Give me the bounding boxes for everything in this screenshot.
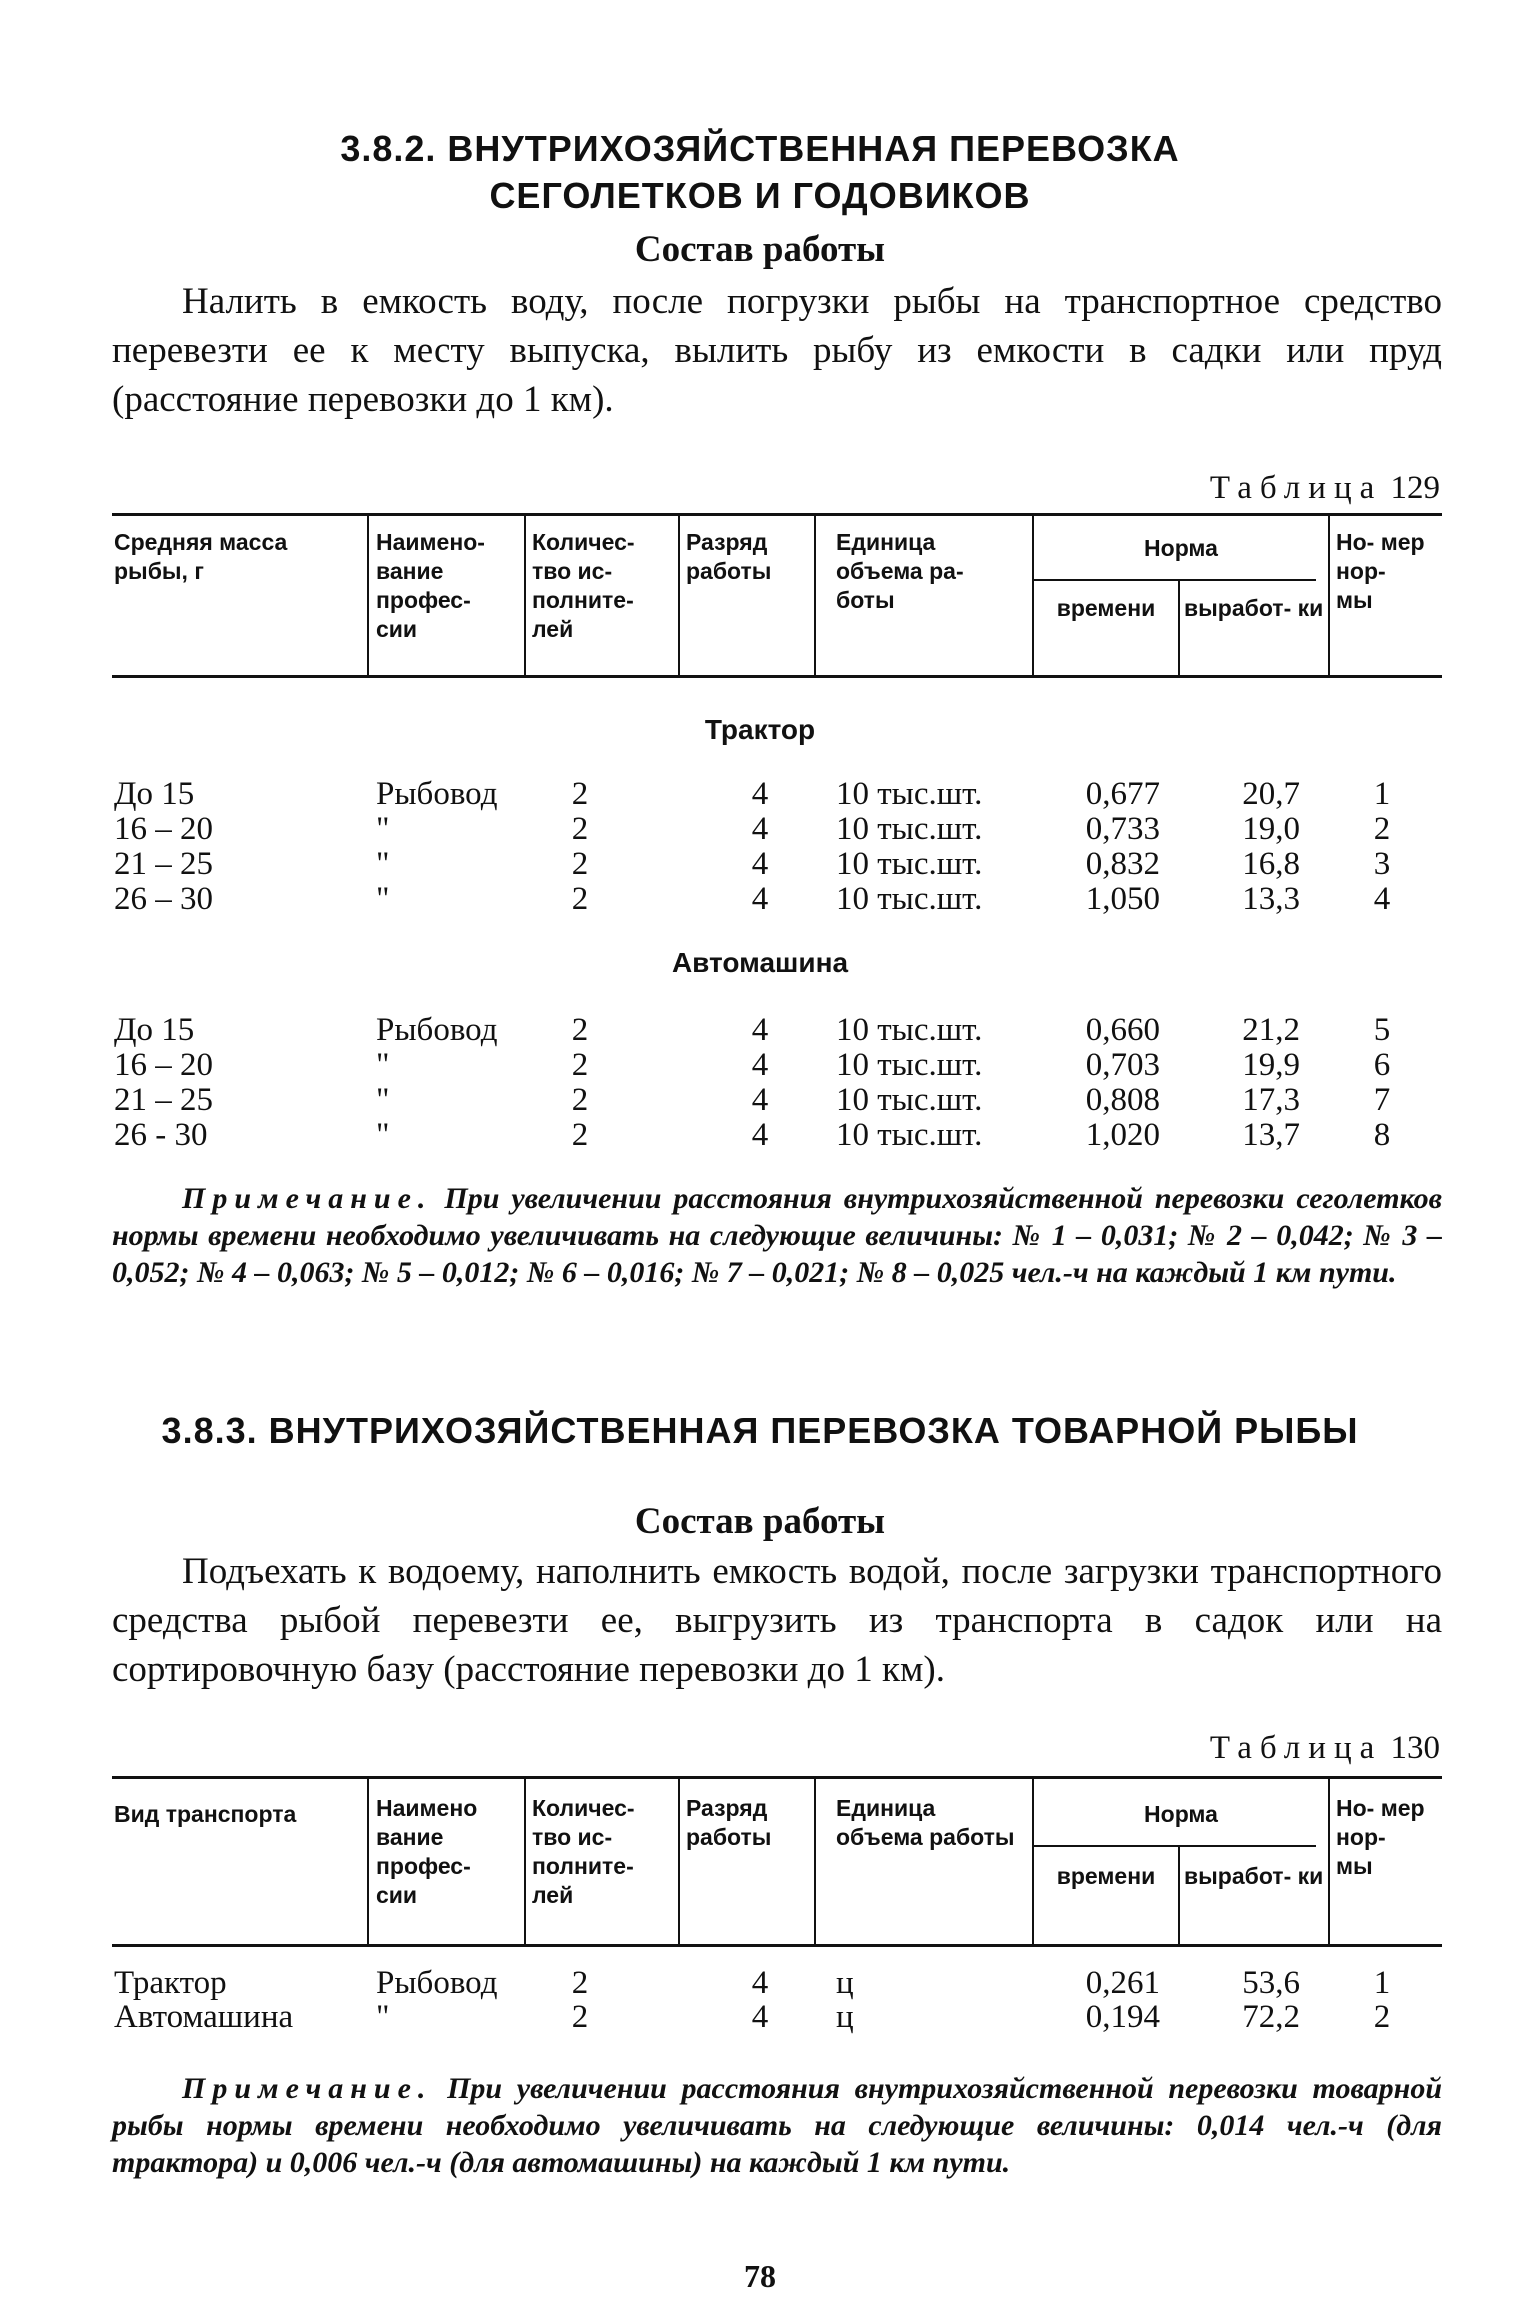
cell-time: 0,703 [1085,1047,1160,1083]
cell-number: 1 [1373,1965,1391,2001]
cell-number: 1 [1373,776,1391,812]
cell-profession: " [376,1999,390,2035]
cell-count: 2 [571,881,589,917]
note-text: При увеличении расстояния внутрихозяйственной перевозки сеголетков нормы времени необходимо увеличивать на следующие величины: № 1 – 0,031; № 2 – 0,042; № 3 – 0,052; № 4 – 0,063; № 5 – 0,012; № 6 – 0,016; № 7 – 0,021; № 8 – 0,025 чел.-ч на каждый 1 км пути. [112,1182,1443,1289]
cell-grade: 4 [751,811,769,847]
cell-unit: 10 тыс.шт. [836,1047,983,1083]
cell-time: 1,050 [1085,881,1160,917]
norm-subrule [1034,1845,1316,1847]
cell-output: 21,2 [1242,1012,1300,1048]
cell-profession: " [376,1082,390,1118]
cell-output: 72,2 [1242,1999,1300,2035]
header-transport: Вид транспорта [114,1801,297,1827]
cell-unit: 10 тыс.шт. [836,1012,983,1048]
cell-number: 8 [1373,1117,1391,1153]
table-caption-word: Таблица [1209,1730,1383,1766]
cell-profession: Рыбовод [376,1965,498,2001]
cell-unit: 10 тыс.шт. [836,811,983,847]
header-output: выработ- ки [1184,1863,1324,1889]
cell-count: 2 [571,1999,589,2035]
cell-unit: ц [836,1999,854,2035]
table-caption-word: Таблица [1209,470,1383,506]
cell-count: 2 [571,1047,589,1083]
cell-grade: 4 [751,1965,769,2001]
col-divider [367,516,369,675]
note-lead: Примечание. [182,1182,433,1215]
col-divider [524,1779,526,1944]
cell-grade: 4 [751,1117,769,1153]
table-caption [1210,470,1440,507]
header-profession: Наимено вание профес- сии [376,1795,478,1908]
cell-time: 0,660 [1085,1012,1160,1048]
cell-grade: 4 [751,1047,769,1083]
table-header-rule [112,675,1442,678]
cell-unit: 10 тыс.шт. [836,1117,983,1153]
cell-number: 2 [1373,811,1391,847]
header-unit: Единица объема ра- боты [836,529,964,613]
header-number: Но- мер нор- мы [1336,529,1425,613]
cell-time: 1,020 [1085,1117,1160,1153]
section-heading-3-8-2-line2: СЕГОЛЕТКОВ И ГОДОВИКОВ [489,175,1031,216]
table-top-rule [112,1776,1442,1779]
page-number: 78 [744,2258,776,2294]
cell-time: 0,733 [1085,811,1160,847]
header-number: Но- мер нор- мы [1336,1795,1425,1879]
table-130-note [112,2070,1442,2181]
cell-grade: 4 [751,846,769,882]
cell-profession: " [376,811,390,847]
cell-unit: ц [836,1965,854,2001]
header-grade: Разряд работы [686,529,772,584]
col-divider [814,1779,816,1944]
group-label-tractor: Трактор [704,714,816,745]
cell-output: 13,7 [1242,1117,1300,1153]
cell-number: 6 [1373,1047,1391,1083]
col-divider [1328,516,1330,675]
cell-output: 20,7 [1242,776,1300,812]
cell-number: 5 [1373,1012,1391,1048]
header-time: времени [1056,595,1156,621]
cell-mass: 21 – 25 [114,1082,213,1118]
cell-mass: 16 – 20 [114,1047,213,1083]
header-mass: Средняя масса рыбы, г [114,529,288,584]
cell-profession: Рыбовод [376,776,498,812]
col-divider [814,516,816,675]
cell-output: 19,9 [1242,1047,1300,1083]
cell-count: 2 [571,776,589,812]
col-divider [1178,1847,1180,1944]
col-divider [1328,1779,1330,1944]
cell-unit: 10 тыс.шт. [836,1082,983,1118]
section-paragraph: Подъехать к водоему, наполнить емкость водой, после загрузки транспортного средства рыбой перевезти ее, выгрузить из транспорта в садок или на сортировочную базу (расстояние перевозки до 1 км). [112,1551,1442,1690]
note-lead: Примечание. [182,2072,433,2105]
cell-count: 2 [571,1012,589,1048]
header-output: выработ- ки [1184,595,1324,621]
cell-output: 17,3 [1242,1082,1300,1118]
cell-grade: 4 [751,776,769,812]
table-top-rule [112,513,1442,516]
table-129-note [112,1180,1442,1291]
cell-number: 2 [1373,1999,1391,2035]
section-heading-3-8-2-line1: 3.8.2. ВНУТРИХОЗЯЙСТВЕННАЯ ПЕРЕВОЗКА [340,128,1180,169]
cell-output: 53,6 [1242,1965,1300,2001]
cell-time: 0,261 [1085,1965,1160,2001]
cell-unit: 10 тыс.шт. [836,881,983,917]
col-divider [1178,581,1180,675]
cell-count: 2 [571,1082,589,1118]
cell-profession: " [376,846,390,882]
header-unit: Единица объема работы [836,1795,1015,1850]
cell-number: 4 [1373,881,1391,917]
cell-number: 7 [1373,1082,1391,1118]
table-caption-number: 130 [1390,1730,1440,1766]
cell-grade: 4 [751,1999,769,2035]
section-subheading: Состав работы [634,1501,886,1542]
header-time: времени [1056,1863,1156,1889]
cell-count: 2 [571,846,589,882]
cell-output: 19,0 [1242,811,1300,847]
col-divider [678,1779,680,1944]
section-paragraph: Налить в емкость воду, после погрузки рыбы на транспортное средство перевезти ее к месту выпуска, вылить рыбу из емкости в садки или пруд (расстояние перевозки до 1 км). [112,281,1442,420]
cell-count: 2 [571,1117,589,1153]
cell-profession: Рыбовод [376,1012,498,1048]
cell-time: 0,832 [1085,846,1160,882]
cell-mass: 26 - 30 [114,1117,208,1153]
section-heading-3-8-3: 3.8.3. ВНУТРИХОЗЯЙСТВЕННАЯ ПЕРЕВОЗКА ТОВАРНОЙ РЫБЫ [161,1410,1359,1451]
group-label-automobile: Автомашина [671,947,849,978]
cell-profession: " [376,1047,390,1083]
cell-mass: До 15 [114,776,195,812]
col-divider [524,516,526,675]
cell-grade: 4 [751,1012,769,1048]
cell-transport: Автомашина [114,1999,294,2035]
cell-unit: 10 тыс.шт. [836,776,983,812]
col-divider [678,516,680,675]
header-norm: Норма [1144,1801,1218,1827]
cell-number: 3 [1373,846,1391,882]
cell-unit: 10 тыс.шт. [836,846,983,882]
cell-time: 0,677 [1085,776,1160,812]
header-count: Количес- тво ис- полните- лей [532,529,635,642]
norm-subrule [1034,579,1316,581]
cell-transport: Трактор [114,1965,227,2001]
cell-grade: 4 [751,881,769,917]
cell-profession: " [376,881,390,917]
section-subheading: Состав работы [634,229,886,270]
cell-profession: " [376,1117,390,1153]
header-norm: Норма [1144,535,1218,561]
cell-mass: 16 – 20 [114,811,213,847]
cell-mass: 21 – 25 [114,846,213,882]
header-grade: Разряд работы [686,1795,772,1850]
table-caption [1210,1730,1440,1767]
cell-mass: До 15 [114,1012,195,1048]
table-header-rule [112,1944,1442,1947]
cell-time: 0,194 [1085,1999,1160,2035]
cell-output: 13,3 [1242,881,1300,917]
cell-mass: 26 – 30 [114,881,213,917]
header-profession: Наимено- вание профес- сии [376,529,485,642]
cell-grade: 4 [751,1082,769,1118]
header-count: Количес- тво ис- полните- лей [532,1795,635,1908]
cell-time: 0,808 [1085,1082,1160,1118]
note-text: При увеличении расстояния внутрихозяйственной перевозки товарной рыбы нормы времени необходимо увеличивать на следующие величины: 0,014 чел.-ч (для трактора) и 0,006 чел.-ч (для автомашины) на каждый 1 км пути. [112,2072,1443,2179]
cell-count: 2 [571,1965,589,2001]
cell-output: 16,8 [1242,846,1300,882]
col-divider [367,1779,369,1944]
cell-count: 2 [571,811,589,847]
table-caption-number: 129 [1390,470,1440,506]
